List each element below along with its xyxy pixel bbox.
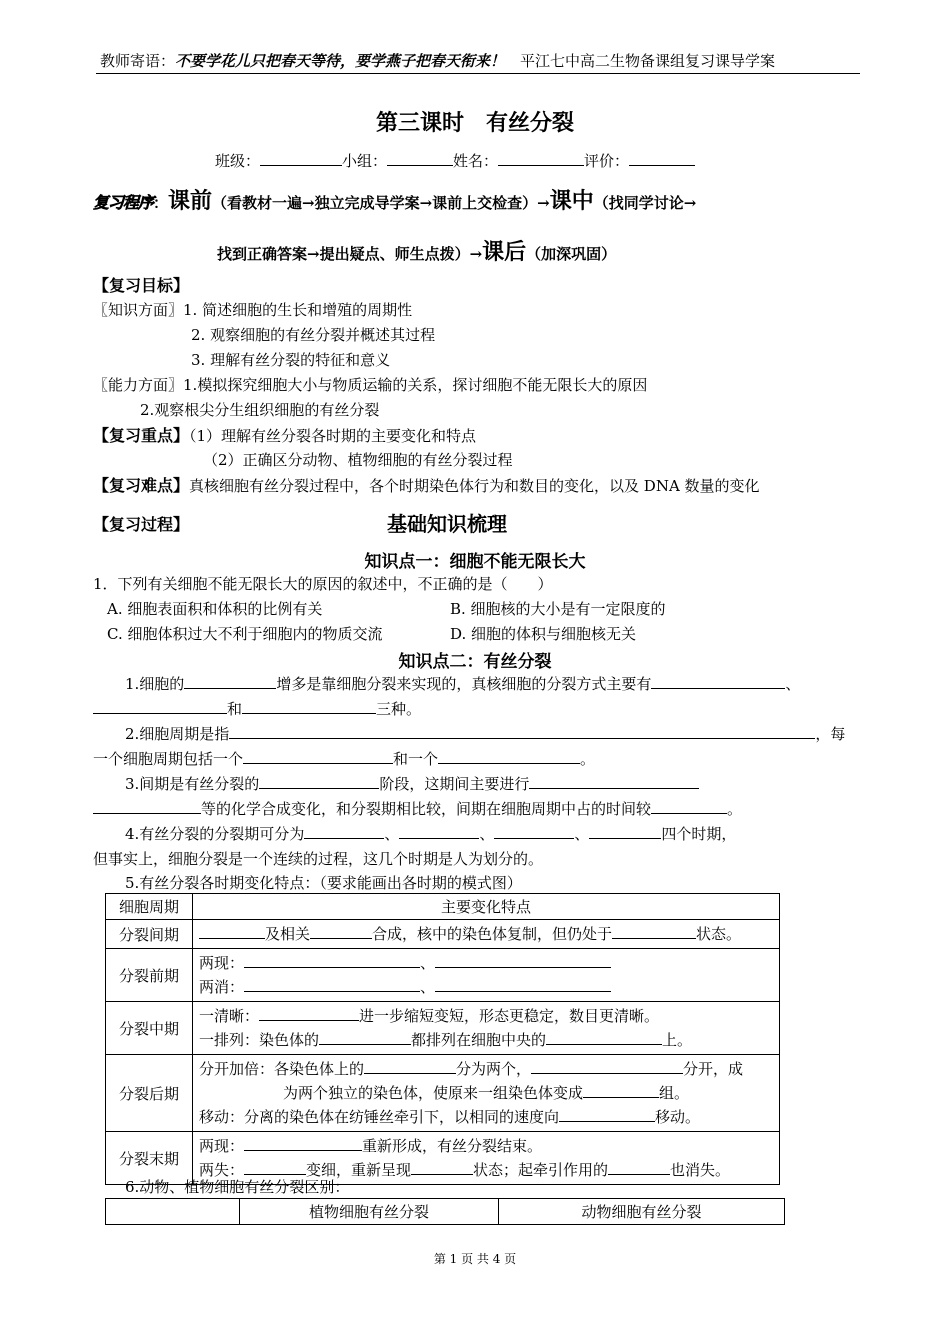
p4-sep-3: 、	[574, 825, 590, 843]
p2a: 2.细胞周期是指	[125, 725, 230, 743]
name-blank[interactable]	[498, 150, 584, 166]
p6-heading: 6.动物、植物细胞有丝分裂区别：	[125, 1178, 350, 1196]
r2-l1: 两现：	[199, 954, 245, 972]
p3a: 3.间期是有丝分裂的	[125, 775, 260, 793]
comparison-header-animal: 动物细胞有丝分裂	[499, 1199, 785, 1225]
table-row	[106, 1002, 780, 1055]
p2d: 和一个	[393, 750, 439, 768]
p4-sep-2: 、	[479, 825, 495, 843]
table-header-features: 主要变化特点	[193, 894, 780, 920]
r4-l3b: 移动。	[655, 1108, 701, 1126]
difficulty-heading: 【复习难点】	[93, 476, 190, 495]
focus-item-1: （1）理解有丝分裂各时期的主要变化和特点	[189, 427, 477, 445]
kp1-option-d[interactable]: D. 细胞的体积与细胞核无关	[450, 625, 637, 643]
comparison-header-plant: 植物细胞有丝分裂	[240, 1199, 499, 1225]
p4-blank-1[interactable]	[304, 823, 384, 839]
r2-blank-2[interactable]	[435, 952, 611, 968]
table-row	[106, 920, 780, 949]
eval-blank[interactable]	[629, 150, 695, 166]
info-line	[215, 150, 695, 171]
r1b: 合成，核中的染色体复制，但仍处于	[372, 925, 613, 943]
comparison-table	[105, 1198, 785, 1225]
kp2-p1-line2	[93, 698, 421, 719]
knowledge-item-3: 3. 理解有丝分裂的特征和意义	[191, 351, 391, 369]
table-header-stage: 细胞周期	[106, 894, 193, 920]
procedure-colon: ：	[153, 194, 169, 212]
r4-l1c: 分开，成	[683, 1060, 744, 1078]
kp2-p3-line2	[93, 798, 742, 819]
interphase-features	[193, 920, 780, 949]
p2b: ，每	[815, 725, 846, 743]
page-title: 第三课时 有丝分裂	[375, 110, 574, 136]
stage-metaphase: 分裂中期	[106, 1002, 193, 1055]
procedure-tag: 复习程序	[93, 193, 154, 212]
eval-label: 评价：	[584, 152, 630, 170]
focus-line-1	[93, 423, 476, 446]
p4-blank-4[interactable]	[589, 823, 661, 839]
p1-blank-1[interactable]	[184, 673, 276, 689]
p2-blank-1[interactable]	[229, 723, 815, 739]
procedure-line-2	[217, 235, 616, 266]
kp2-p2-line1	[125, 723, 845, 744]
r2-blank-1[interactable]	[244, 952, 420, 968]
p1a: 1.细胞的	[125, 675, 185, 693]
p1c: 、	[785, 675, 801, 693]
procedure-during: 课中	[549, 188, 594, 214]
process-heading: 【复习过程】	[93, 515, 190, 534]
r5-l2b: 变细，重新呈现	[306, 1161, 412, 1179]
r5-blank-4[interactable]	[608, 1159, 670, 1175]
kp2-p4-line2: 但事实上，细胞分裂是一个连续的过程，这几个时期是人为划分的。	[93, 850, 544, 868]
kp1-option-b[interactable]: B. 细胞核的大小是有一定限度的	[450, 600, 666, 618]
focus-item-2: （2）正确区分动物、植物细胞的有丝分裂过程	[203, 451, 513, 469]
r5-blank-1[interactable]	[244, 1135, 362, 1151]
ability-item-1: 1.模拟探究细胞大小与物质运输的关系，探讨细胞不能无限长大的原因	[183, 376, 648, 394]
p3c: 等的化学合成变化，和分裂期相比较，间期在细胞周期中占的时间较	[201, 800, 652, 818]
group-blank[interactable]	[387, 150, 453, 166]
r4-blank-1[interactable]	[364, 1058, 456, 1074]
r5-l2d: 也消失。	[670, 1161, 731, 1179]
procedure-during-desc-1: （找同学讨论→	[593, 194, 697, 212]
procedure-line-1	[93, 184, 696, 215]
r4-l3a: 移动：分离的染色体在纺锤丝牵引下，以相同的速度向	[199, 1108, 560, 1126]
r1c: 状态。	[696, 925, 742, 943]
r1a: 及相关	[265, 925, 311, 943]
p1-blank-2[interactable]	[651, 673, 785, 689]
section-title: 基础知识梳理	[387, 512, 507, 536]
r2-blank-4[interactable]	[435, 976, 611, 992]
prophase-features	[193, 949, 780, 1002]
kp2-title: 知识点二：有丝分裂	[398, 652, 552, 672]
r5-l1b: 重新形成，有丝分裂结束。	[362, 1137, 543, 1155]
page-header	[100, 50, 775, 71]
difficulty-line	[93, 473, 760, 496]
metaphase-features	[193, 1002, 780, 1055]
p4-blank-3[interactable]	[494, 823, 574, 839]
r5-blank-2[interactable]	[244, 1159, 306, 1175]
r1-blank-3[interactable]	[612, 923, 696, 939]
difficulty-text: 真核细胞有丝分裂过程中，各个时期染色体行为和数目的变化，以及 DNA 数量的变化	[189, 477, 760, 495]
p3-blank-3[interactable]	[93, 798, 201, 814]
r3-blank-3[interactable]	[546, 1029, 662, 1045]
p3-blank-4[interactable]	[651, 798, 727, 814]
r3-l1b: 进一步缩短变短，形态更稳定，数目更清晰。	[359, 1007, 660, 1025]
p3b: 阶段，这期间主要进行	[379, 775, 530, 793]
r3-blank-1[interactable]	[259, 1005, 359, 1021]
class-label: 班级：	[215, 152, 261, 170]
r1-blank-1[interactable]	[199, 923, 265, 939]
knowledge-label: 〖知识方面〗	[93, 301, 184, 319]
r4-blank-2[interactable]	[531, 1058, 683, 1074]
kp2-p1-line1	[125, 673, 800, 694]
stage-table	[105, 893, 780, 1185]
procedure-before: 课前	[168, 188, 213, 214]
r4-l2a: 为两个独立的染色体，使原来一组染色体变成	[283, 1084, 584, 1102]
r4-blank-3[interactable]	[583, 1082, 659, 1098]
kp1-option-c[interactable]: C. 细胞体积过大不利于细胞内的物质交流	[107, 625, 383, 643]
procedure-after-desc: （加深巩固）	[526, 245, 617, 263]
p1e: 三种。	[376, 700, 422, 718]
ability-label: 〖能力方面〗	[93, 376, 184, 394]
p4-blank-2[interactable]	[399, 823, 479, 839]
kp2-p5: 5.有丝分裂各时期变化特点：（要求能画出各时期的模式图）	[125, 874, 522, 892]
p2-blank-2[interactable]	[243, 748, 393, 764]
r1-blank-2[interactable]	[310, 923, 372, 939]
r5-l1a: 两现：	[199, 1137, 245, 1155]
p3d: 。	[727, 800, 743, 818]
r4-l1a: 分开加倍：各染色体上的	[199, 1060, 365, 1078]
p2c: 一个细胞周期包括一个	[93, 750, 244, 768]
kp2-p4-line1	[125, 823, 736, 844]
r5-l2c: 状态；起牵引作用的	[473, 1161, 609, 1179]
page-footer: 第 1 页 共 4 页	[433, 1252, 517, 1266]
comparison-header-blank	[106, 1199, 240, 1225]
procedure-before-desc: （看教材一遍→独立完成导学案→课前上交检查）→	[212, 194, 550, 212]
r3-blank-2[interactable]	[319, 1029, 411, 1045]
procedure-after: 课后	[482, 239, 527, 265]
r4-l2b: 组。	[659, 1084, 690, 1102]
r3-l2c: 上。	[662, 1031, 693, 1049]
r2-sep-2: 、	[420, 978, 436, 996]
table-row	[106, 949, 780, 1002]
r2-sep-1: 、	[420, 954, 436, 972]
knowledge-line-1	[93, 299, 412, 320]
p4a: 4.有丝分裂的分裂期可分为	[125, 825, 305, 843]
name-label: 姓名：	[453, 152, 499, 170]
p3-blank-2[interactable]	[529, 773, 699, 789]
r3-l2b: 都排列在细胞中央的	[411, 1031, 547, 1049]
r5-blank-3[interactable]	[411, 1159, 473, 1175]
p1-blank-3[interactable]	[93, 698, 227, 714]
table-row	[106, 1055, 780, 1132]
knowledge-item-1: 1. 简述细胞的生长和增殖的周期性	[183, 301, 413, 319]
focus-heading: 【复习重点】	[93, 426, 190, 445]
header-divider	[96, 73, 860, 74]
p4-sep-1: 、	[384, 825, 400, 843]
p1-blank-4[interactable]	[242, 698, 376, 714]
p1d: 和	[227, 700, 243, 718]
header-prefix: 教师寄语：	[100, 52, 176, 70]
p2e: 。	[580, 750, 596, 768]
group-label: 小组：	[342, 152, 388, 170]
kp2-p2-line2	[93, 748, 595, 769]
r3-l2a: 一排列：染色体的	[199, 1031, 320, 1049]
kp1-title: 知识点一：细胞不能无限长大	[364, 552, 586, 572]
r4-blank-4[interactable]	[559, 1106, 655, 1122]
p4b: 四个时期，	[661, 825, 737, 843]
p2-blank-3[interactable]	[438, 748, 580, 764]
class-blank[interactable]	[260, 150, 342, 166]
ability-line-1	[93, 374, 647, 395]
stage-interphase: 分裂间期	[106, 920, 193, 949]
stage-prophase: 分裂前期	[106, 949, 193, 1002]
r4-l1b: 分为两个，	[456, 1060, 532, 1078]
procedure-during-desc-2: 找到正确答案→提出疑点、师生点拨）→	[217, 245, 483, 263]
r5-l2a: 两失：	[199, 1161, 245, 1179]
knowledge-item-2: 2. 观察细胞的有丝分裂并概述其过程	[191, 326, 436, 344]
anaphase-features	[193, 1055, 780, 1132]
ability-item-2: 2.观察根尖分生组织细胞的有丝分裂	[140, 401, 380, 419]
r2-blank-3[interactable]	[244, 976, 420, 992]
header-motto: 不要学花儿只把春天等待，要学燕子把春天衔来！	[175, 52, 506, 70]
kp1-option-a[interactable]: A. 细胞表面积和体积的比例有关	[107, 600, 323, 618]
r3-l1a: 一清晰：	[199, 1007, 260, 1025]
r2-l2: 两消：	[199, 978, 245, 996]
header-school: 平江七中高二生物备课组复习课导学案	[520, 52, 776, 70]
goals-heading: 【复习目标】	[93, 276, 190, 295]
kp2-p3-line1	[125, 773, 699, 794]
stage-telophase: 分裂末期	[106, 1132, 193, 1185]
p1b: 增多是靠细胞分裂来实现的，真核细胞的分裂方式主要有	[276, 675, 652, 693]
p3-blank-1[interactable]	[259, 773, 379, 789]
kp1-question: 1．下列有关细胞不能无限长大的原因的叙述中，不正确的是（ ）	[93, 575, 553, 593]
stage-anaphase: 分裂后期	[106, 1055, 193, 1132]
